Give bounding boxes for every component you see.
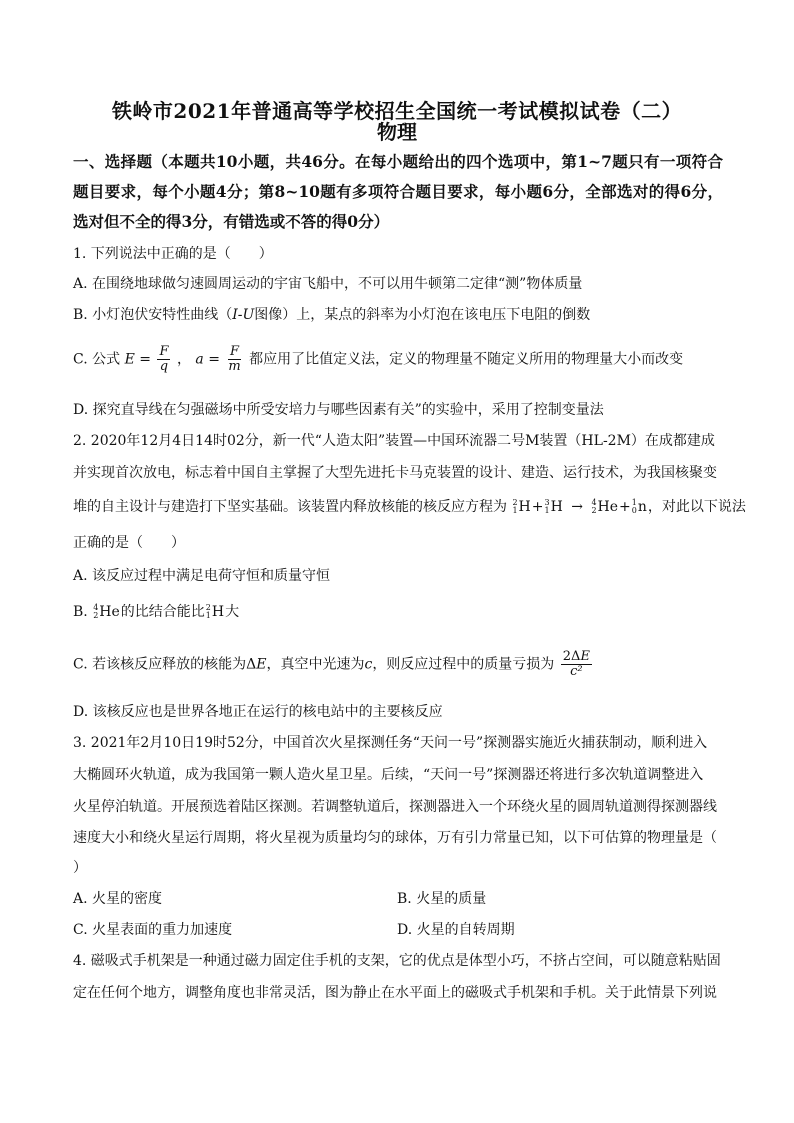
q1-option-d: D. 探究直导线在匀强磁场中所受安培力与哪些因素有关”的实验中，采用了控制变量法 (73, 402, 604, 418)
q3-option-d: D. 火星的自转周期 (397, 922, 515, 938)
q3-line-5: ） (73, 860, 87, 876)
fraction-f-over-m: $\frac{F}{m}$ (228, 344, 241, 374)
q2-line-4: 正确的是（ ） (73, 535, 185, 551)
q4-line-2: 定在任何个地方，调整角度也非常灵活，图为静止在水平面上的磁吸式手机架和手机。关于此情景下列说 (73, 985, 717, 1001)
q1-stem: 1. 下列说法中正确的是（ ） (73, 246, 273, 262)
q4-line-1: 4. 磁吸式手机架是一种通过磁力固定住手机的支架，它的优点是体型小巧，不挤占空间，可以随意粘贴固 (73, 953, 721, 969)
nuclide-h2: 2 1 H (205, 603, 225, 620)
q2-line-2: 并实现首次放电，标志着中国自主掌握了大型先进托卡马克装置的设计、建造、运行技术，为我国核聚变 (73, 465, 717, 481)
q1-option-a: A. 在围绕地球做匀速圆周运动的宇宙飞船中，不可以用牛顿第二定律“测”物体质量 (73, 276, 583, 292)
nuclide-he4: 4 2 He (591, 498, 619, 515)
q3-option-a: A. 火星的密度 (73, 891, 163, 907)
q1-option-b: B. 小灯泡伏安特性曲线（I-U图像）上，某点的斜率为小灯泡在该电压下电阻的倒数 (73, 307, 591, 323)
q2-option-b: B. 4 2 He 的比结合能比 2 1 H 大 (73, 603, 240, 620)
q3-option-b: B. 火星的质量 (397, 891, 487, 907)
q2-option-d: D. 该核反应也是世界各地正在运行的核电站中的主要核反应 (73, 704, 443, 720)
fraction-mass-defect: $\frac{2\Delta E}{\text{c²}}$ (562, 649, 590, 679)
nuclide-n1: 1 0 n (631, 498, 647, 515)
q3-line-3: 火星停泊轨道。开展预选着陆区探测。若调整轨道后，探测器进入一个环绕火星的圆周轨道测得探测器线 (73, 799, 717, 815)
q2-line-3: 堆的自主设计与建造打下坚实基础。该装置内释放核能的核反应方程为 2 1 H + 3 1 H → 4 2 He + 1 0 n ，对此以下说法 (73, 498, 746, 515)
exam-title: 铁岭市2021年普通高等学校招生全国统一考试模拟试卷（二） (111, 99, 683, 123)
nuclide-h3: 3 1 H (544, 498, 563, 515)
q3-option-c: C. 火星表面的重力加速度 (73, 922, 233, 938)
q1-option-c: C. 公式 E = $\frac{F}{q}$ ， a = $\frac{F}{m}$ 都应用了比值定义法，定义的物理量不随定义所用的物理量大小而改变 (73, 344, 684, 374)
nuclide-h2: 2 1 H (512, 498, 531, 515)
q3-line-2: 大椭圆环火轨道，成为我国第一颗人造火星卫星。后续，“天问一号”探测器还将进行多次轨道调整进入 (73, 767, 704, 783)
q2-option-c: C. 若该核反应释放的核能为ΔE，真空中光速为c，则反应过程中的质量亏损为 $\frac{2\Delta E}{\text{c²}}$ (73, 649, 590, 679)
q2-option-a: A. 该反应过程中满足电荷守恒和质量守恒 (73, 568, 331, 584)
reaction-arrow: → (571, 499, 583, 515)
exam-subject: 物理 (377, 120, 417, 144)
nuclide-he4: 4 2 He (93, 603, 120, 620)
q2-line-1: 2. 2020年12月4日14时02分，新一代“人造太阳”装置—中国环流器二号M装置（HL-2M）在成都建成 (73, 433, 715, 449)
q3-line-4: 速度大小和绕火星运行周期，将火星视为质量均匀的球体，万有引力常量已知，以下可估算的物理量是（ (73, 830, 717, 846)
fraction-f-over-q: $\frac{F}{q}$ (159, 344, 169, 374)
section-heading: 一、选择题（本题共10小题，共46分。在每小题给出的四个选项中，第1~7题只有一项符合题目要求，每个小题4分；第8~10题有多项符合题目要求，每小题6分，全部选对的得6分，选对但不全的得3分，有错选或不答的得0分） (73, 152, 723, 231)
q3-line-1: 3. 2021年2月10日19时52分，中国首次火星探测任务“天问一号”探测器实施近火捕获制动，顺利进入 (73, 735, 708, 751)
